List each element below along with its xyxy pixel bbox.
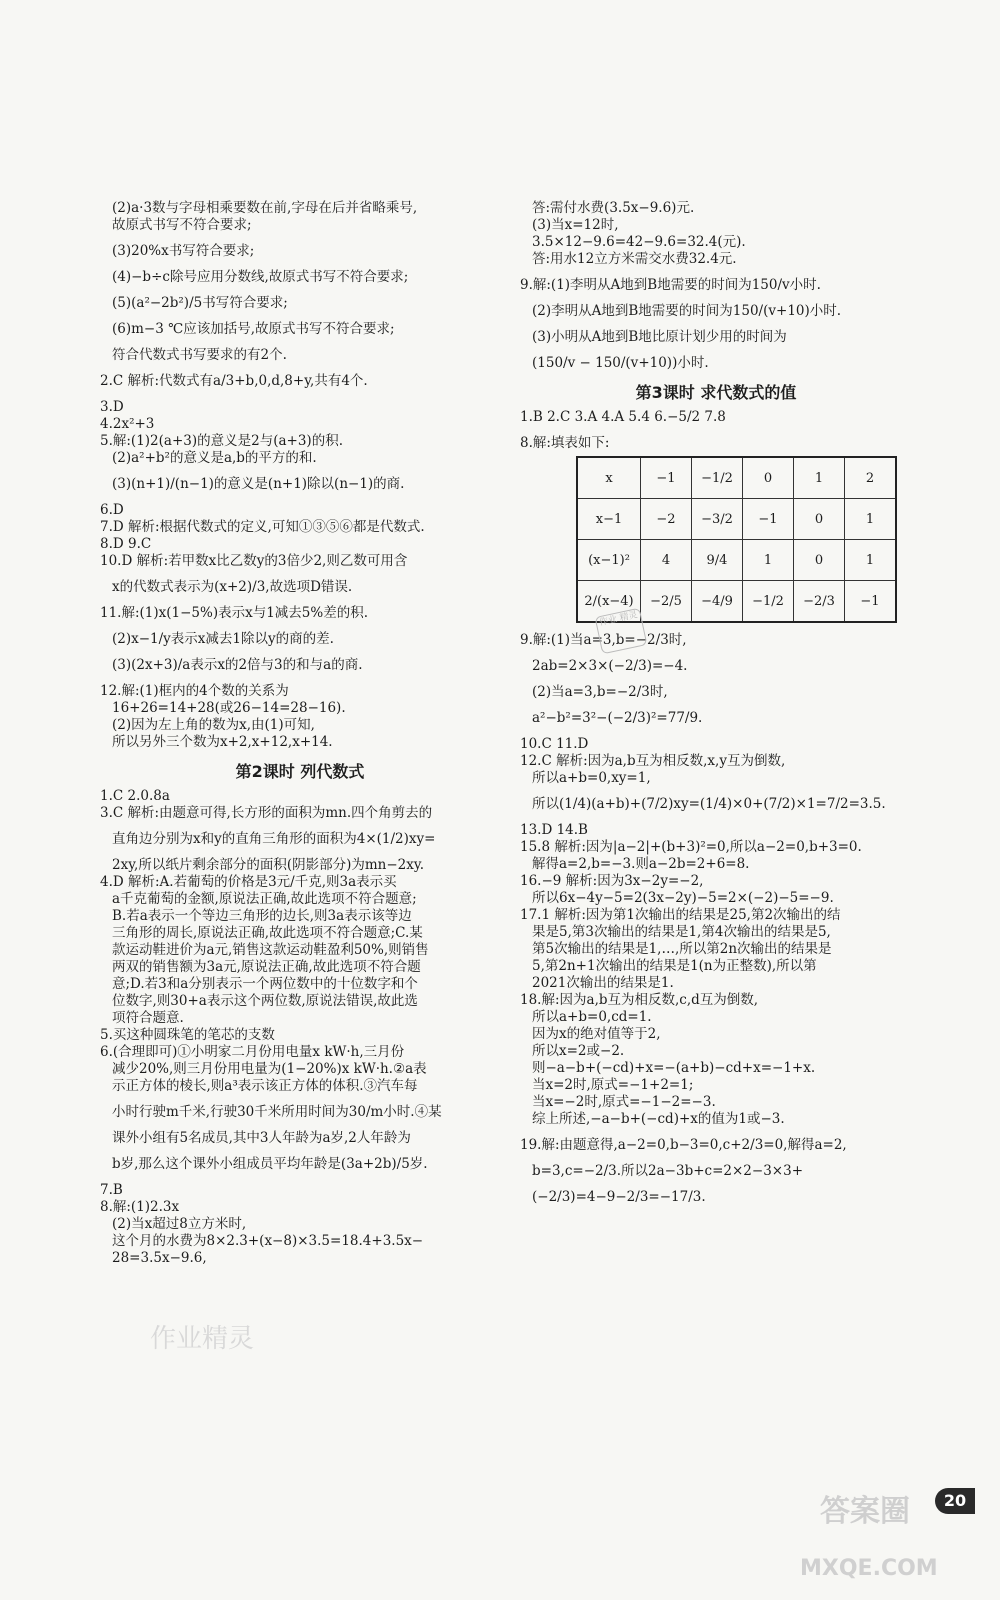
table-cell: 2 xyxy=(845,457,897,499)
table-cell: x xyxy=(577,457,641,499)
answer-line: 28=3.5x−9.6, xyxy=(112,1250,207,1266)
table-cell: −1/2 xyxy=(692,457,743,499)
answer-line: 7.D 解析:根据代数式的定义,可知①③⑤⑥都是代数式. xyxy=(100,519,425,535)
answer-line: 所以a+b=0,cd=1. xyxy=(532,1009,652,1025)
answer-line: 16.−9 解析:因为3x−2y=−2, xyxy=(520,873,704,889)
answer-line: 当x=−2时,原式=−1−2=−3. xyxy=(532,1094,716,1110)
answer-line: 9.解:(1)当a=3,b=−2/3时, xyxy=(520,632,687,648)
answer-line: 当x=2时,原式=−1+2=1; xyxy=(532,1077,694,1093)
answer-line: 故原式书写不符合要求; xyxy=(112,217,252,233)
answer-line: 所以a+b=0,xy=1, xyxy=(532,770,651,786)
answer-line: 17.1 解析:因为第1次输出的结果是25,第2次输出的结 xyxy=(520,907,841,923)
table-cell: 2/(x−4) xyxy=(577,581,641,623)
table-cell: 1 xyxy=(743,540,794,581)
answer-line: 8.解:填表如下: xyxy=(520,435,610,451)
table-cell: −2 xyxy=(641,499,692,540)
answer-line: 这个月的水费为8×2.3+(x−8)×3.5=18.4+3.5x− xyxy=(112,1233,424,1249)
answer-line: 1.B 2.C 3.A 4.A 5.4 6.−5/2 7.8 xyxy=(520,409,726,425)
answer-line: b岁,那么这个课外小组成员平均年龄是(3a+2b)/5岁. xyxy=(112,1156,428,1172)
table-cell: −4/9 xyxy=(692,581,743,623)
table-cell: (x−1)² xyxy=(577,540,641,581)
answer-line: 所以另外三个数为x+2,x+12,x+14. xyxy=(112,734,333,750)
answer-line: 16+26=14+28(或26−14=28−16). xyxy=(112,700,346,716)
watermark-stamp: 作业 精灵 xyxy=(595,608,648,655)
answer-line: 小时行驶m千米,行驶30千米所用时间为30/m小时.④某 xyxy=(112,1104,442,1120)
answer-line: 课外小组有5名成员,其中3人年龄为a岁,2人年龄为 xyxy=(112,1130,411,1146)
table-cell: −1 xyxy=(641,457,692,499)
answer-line: 7.B xyxy=(100,1182,123,1198)
table-cell: −1/2 xyxy=(743,581,794,623)
answer-line: 5.买这种圆珠笔的笔芯的支数 xyxy=(100,1027,275,1043)
answer-line: b=3,c=−2/3.所以2a−3b+c=2×2−3×3+ xyxy=(532,1163,804,1179)
answer-line: (2)x−1/y表示x减去1除以y的商的差. xyxy=(112,631,334,647)
table-cell: 0 xyxy=(794,540,845,581)
table-cell: 1 xyxy=(845,540,897,581)
answer-line: 符合代数式书写要求的有2个. xyxy=(112,347,287,363)
answer-line: 13.D 14.B xyxy=(520,822,588,838)
answer-line: 两双的销售额为3a元,原说法正确,故此选项不符合题 xyxy=(112,959,421,975)
table-row xyxy=(577,499,896,540)
answer-line: (3)(n+1)/(n−1)的意义是(n+1)除以(n−1)的商. xyxy=(112,476,405,492)
answer-line: 4.2x²+3 xyxy=(100,416,155,432)
answer-line: a²−b²=3²−(−2/3)²=77/9. xyxy=(532,710,703,726)
table-cell: −2/5 xyxy=(641,581,692,623)
answer-line: 8.解:(1)2.3x xyxy=(100,1199,180,1215)
answer-line: (3)(2x+3)/a表示x的2倍与3的和与a的商. xyxy=(112,657,363,673)
answer-line: (3)20%x书写符合要求; xyxy=(112,243,255,259)
answer-line: 因为x的绝对值等于2, xyxy=(532,1026,661,1042)
watermark-logo: 答案圈 xyxy=(820,1494,910,1529)
answer-line: B.若a表示一个等边三角形的边长,则3a表示该等边 xyxy=(112,908,412,924)
answer-line: 项符合题意. xyxy=(112,1010,184,1026)
answer-line: 答:用水12立方米需交水费32.4元. xyxy=(532,251,737,267)
answer-line: 12.解:(1)框内的4个数的关系为 xyxy=(100,683,289,699)
answer-line: (6)m−3 ℃应该加括号,故原式书写不符合要求; xyxy=(112,321,395,337)
answer-line: 11.解:(1)x(1−5%)表示x与1减去5%差的积. xyxy=(100,605,369,621)
answer-line: (3)小明从A地到B地比原计划少用的时间为 xyxy=(532,329,787,345)
answer-line: (150/v − 150/(v+10))小时. xyxy=(532,355,709,371)
answer-line: 所以6x−4y−5=2(3x−2y)−5=2×(−2)−5=−9. xyxy=(532,890,834,906)
answer-line: x的代数式表示为(x+2)/3,故选项D错误. xyxy=(112,579,353,595)
value-table xyxy=(576,456,897,623)
table-row xyxy=(577,540,896,581)
answer-line: 三角形的周长,原说法正确,故此选项不符合题意;C.某 xyxy=(112,925,423,941)
answer-line: 综上所述,−a−b+(−cd)+x的值为1或−3. xyxy=(532,1111,785,1127)
answer-line: 直角边分别为x和y的直角三角形的面积为4×(1/2)xy= xyxy=(112,831,436,847)
answer-line: 8.D 9.C xyxy=(100,536,152,552)
answer-line: 6.D xyxy=(100,502,124,518)
page-number: 20 xyxy=(935,1488,975,1514)
answer-line: 3.C 解析:由题意可得,长方形的面积为mn.四个角剪去的 xyxy=(100,805,433,821)
table-cell: −1 xyxy=(845,581,897,623)
answer-line: 19.解:由题意得,a−2=0,b−3=0,c+2/3=0,解得a=2, xyxy=(520,1137,847,1153)
answer-line: 12.C 解析:因为a,b互为相反数,x,y互为倒数, xyxy=(520,753,786,769)
right-column xyxy=(520,200,912,1206)
answer-line: (2)因为左上角的数为x,由(1)可知, xyxy=(112,717,315,733)
answer-line: (5)(a²−2b²)/5书写符合要求; xyxy=(112,295,288,311)
answer-line: 3.D xyxy=(100,399,124,415)
answer-line: 5.解:(1)2(a+3)的意义是2与(a+3)的积. xyxy=(100,433,343,449)
table-cell: 0 xyxy=(743,457,794,499)
table-cell: −2/3 xyxy=(794,581,845,623)
answer-line: (2)a²+b²的意义是a,b的平方的和. xyxy=(112,450,317,466)
table-cell: −3/2 xyxy=(692,499,743,540)
left-column xyxy=(100,200,500,1267)
answer-line: 款运动鞋进价为a元,销售这款运动鞋盈利50%,则销售 xyxy=(112,942,429,958)
watermark-url: MXQE.COM xyxy=(800,1556,938,1581)
answer-line: (−2/3)=4−9−2/3=−17/3. xyxy=(532,1189,706,1205)
answer-line: 3.5×12−9.6=42−9.6=32.4(元). xyxy=(532,234,746,250)
answer-line: (3)当x=12时, xyxy=(532,217,619,233)
answer-line: 10.D 解析:若甲数x比乙数y的3倍少2,则乙数可用含 xyxy=(100,553,408,569)
answer-line: 果是5,第3次输出的结果是1,第4次输出的结果是5, xyxy=(532,924,831,940)
answer-line: (2)当x超过8立方米时, xyxy=(112,1216,247,1232)
table-cell: 1 xyxy=(794,457,845,499)
table-row xyxy=(577,457,896,499)
answer-line: 解得a=2,b=−3.则a−2b=2+6=8. xyxy=(532,856,750,872)
section-title: 第3课时 求代数式的值 xyxy=(635,383,797,402)
answer-line: 第5次输出的结果是1,…,所以第2n次输出的结果是 xyxy=(532,941,832,957)
answer-line: 减少20%,则三月份用电量为(1−20%)x kW·h.②a表 xyxy=(112,1061,427,1077)
answer-line: 位数字,则30+a表示这个两位数,原说法错误,故此选 xyxy=(112,993,418,1009)
answer-line: (2)李明从A地到B地需要的时间为150/(v+10)小时. xyxy=(532,303,842,319)
section-title: 第2课时 列代数式 xyxy=(235,762,365,781)
answer-line: 2021次输出的结果是1. xyxy=(532,975,674,991)
answer-line: 9.解:(1)李明从A地到B地需要的时间为150/v小时. xyxy=(520,277,821,293)
answer-line: (2)a·3数与字母相乘要数在前,字母在后并省略乘号, xyxy=(112,200,418,216)
answer-line: 示正方体的棱长,则a³表示该正方体的体积.③汽车每 xyxy=(112,1078,418,1094)
answer-line: 1.C 2.0.8a xyxy=(100,788,170,804)
answer-line: 答:需付水费(3.5x−9.6)元. xyxy=(532,200,695,216)
table-cell: −1 xyxy=(743,499,794,540)
answer-line: 2.C 解析:代数式有a/3+b,0,d,8+y,共有4个. xyxy=(100,373,368,389)
table-cell: 4 xyxy=(641,540,692,581)
answer-line: 所以(1/4)(a+b)+(7/2)xy=(1/4)×0+(7/2)×1=7/2=3.5. xyxy=(532,796,886,812)
table-cell: 9/4 xyxy=(692,540,743,581)
answer-line: 10.C 11.D xyxy=(520,736,589,752)
answer-line: 4.D 解析:A.若葡萄的价格是3元/千克,则3a表示买 xyxy=(100,874,397,890)
answer-line: 2xy,所以纸片剩余部分的面积(阴影部分)为mn−2xy. xyxy=(112,857,424,873)
table-cell: 1 xyxy=(845,499,897,540)
answer-line: 则−a−b+(−cd)+x=−(a+b)−cd+x=−1+x. xyxy=(532,1060,816,1076)
watermark-text: 作业精灵 xyxy=(150,1324,255,1354)
answer-line: 2ab=2×3×(−2/3)=−4. xyxy=(532,658,688,674)
answer-line: 意;D.若3和a分别表示一个两位数中的十位数字和个 xyxy=(112,976,418,992)
answer-line: (4)−b÷c除号应用分数线,故原式书写不符合要求; xyxy=(112,269,409,285)
answer-line: 15.8 解析:因为|a−2|+(b+3)²=0,所以a−2=0,b+3=0. xyxy=(520,839,862,855)
answer-line: a千克葡萄的金额,原说法正确,故此选项不符合题意; xyxy=(112,891,417,907)
table-cell: 0 xyxy=(794,499,845,540)
answer-line: 18.解:因为a,b互为相反数,c,d互为倒数, xyxy=(520,992,759,1008)
answer-line: 6.(合理即可)①小明家二月份用电量x kW·h,三月份 xyxy=(100,1044,405,1060)
answer-line: 所以x=2或−2. xyxy=(532,1043,625,1059)
table-cell: x−1 xyxy=(577,499,641,540)
answer-line: 5,第2n+1次输出的结果是1(n为正整数),所以第 xyxy=(532,958,817,974)
answer-line: (2)当a=3,b=−2/3时, xyxy=(532,684,668,700)
